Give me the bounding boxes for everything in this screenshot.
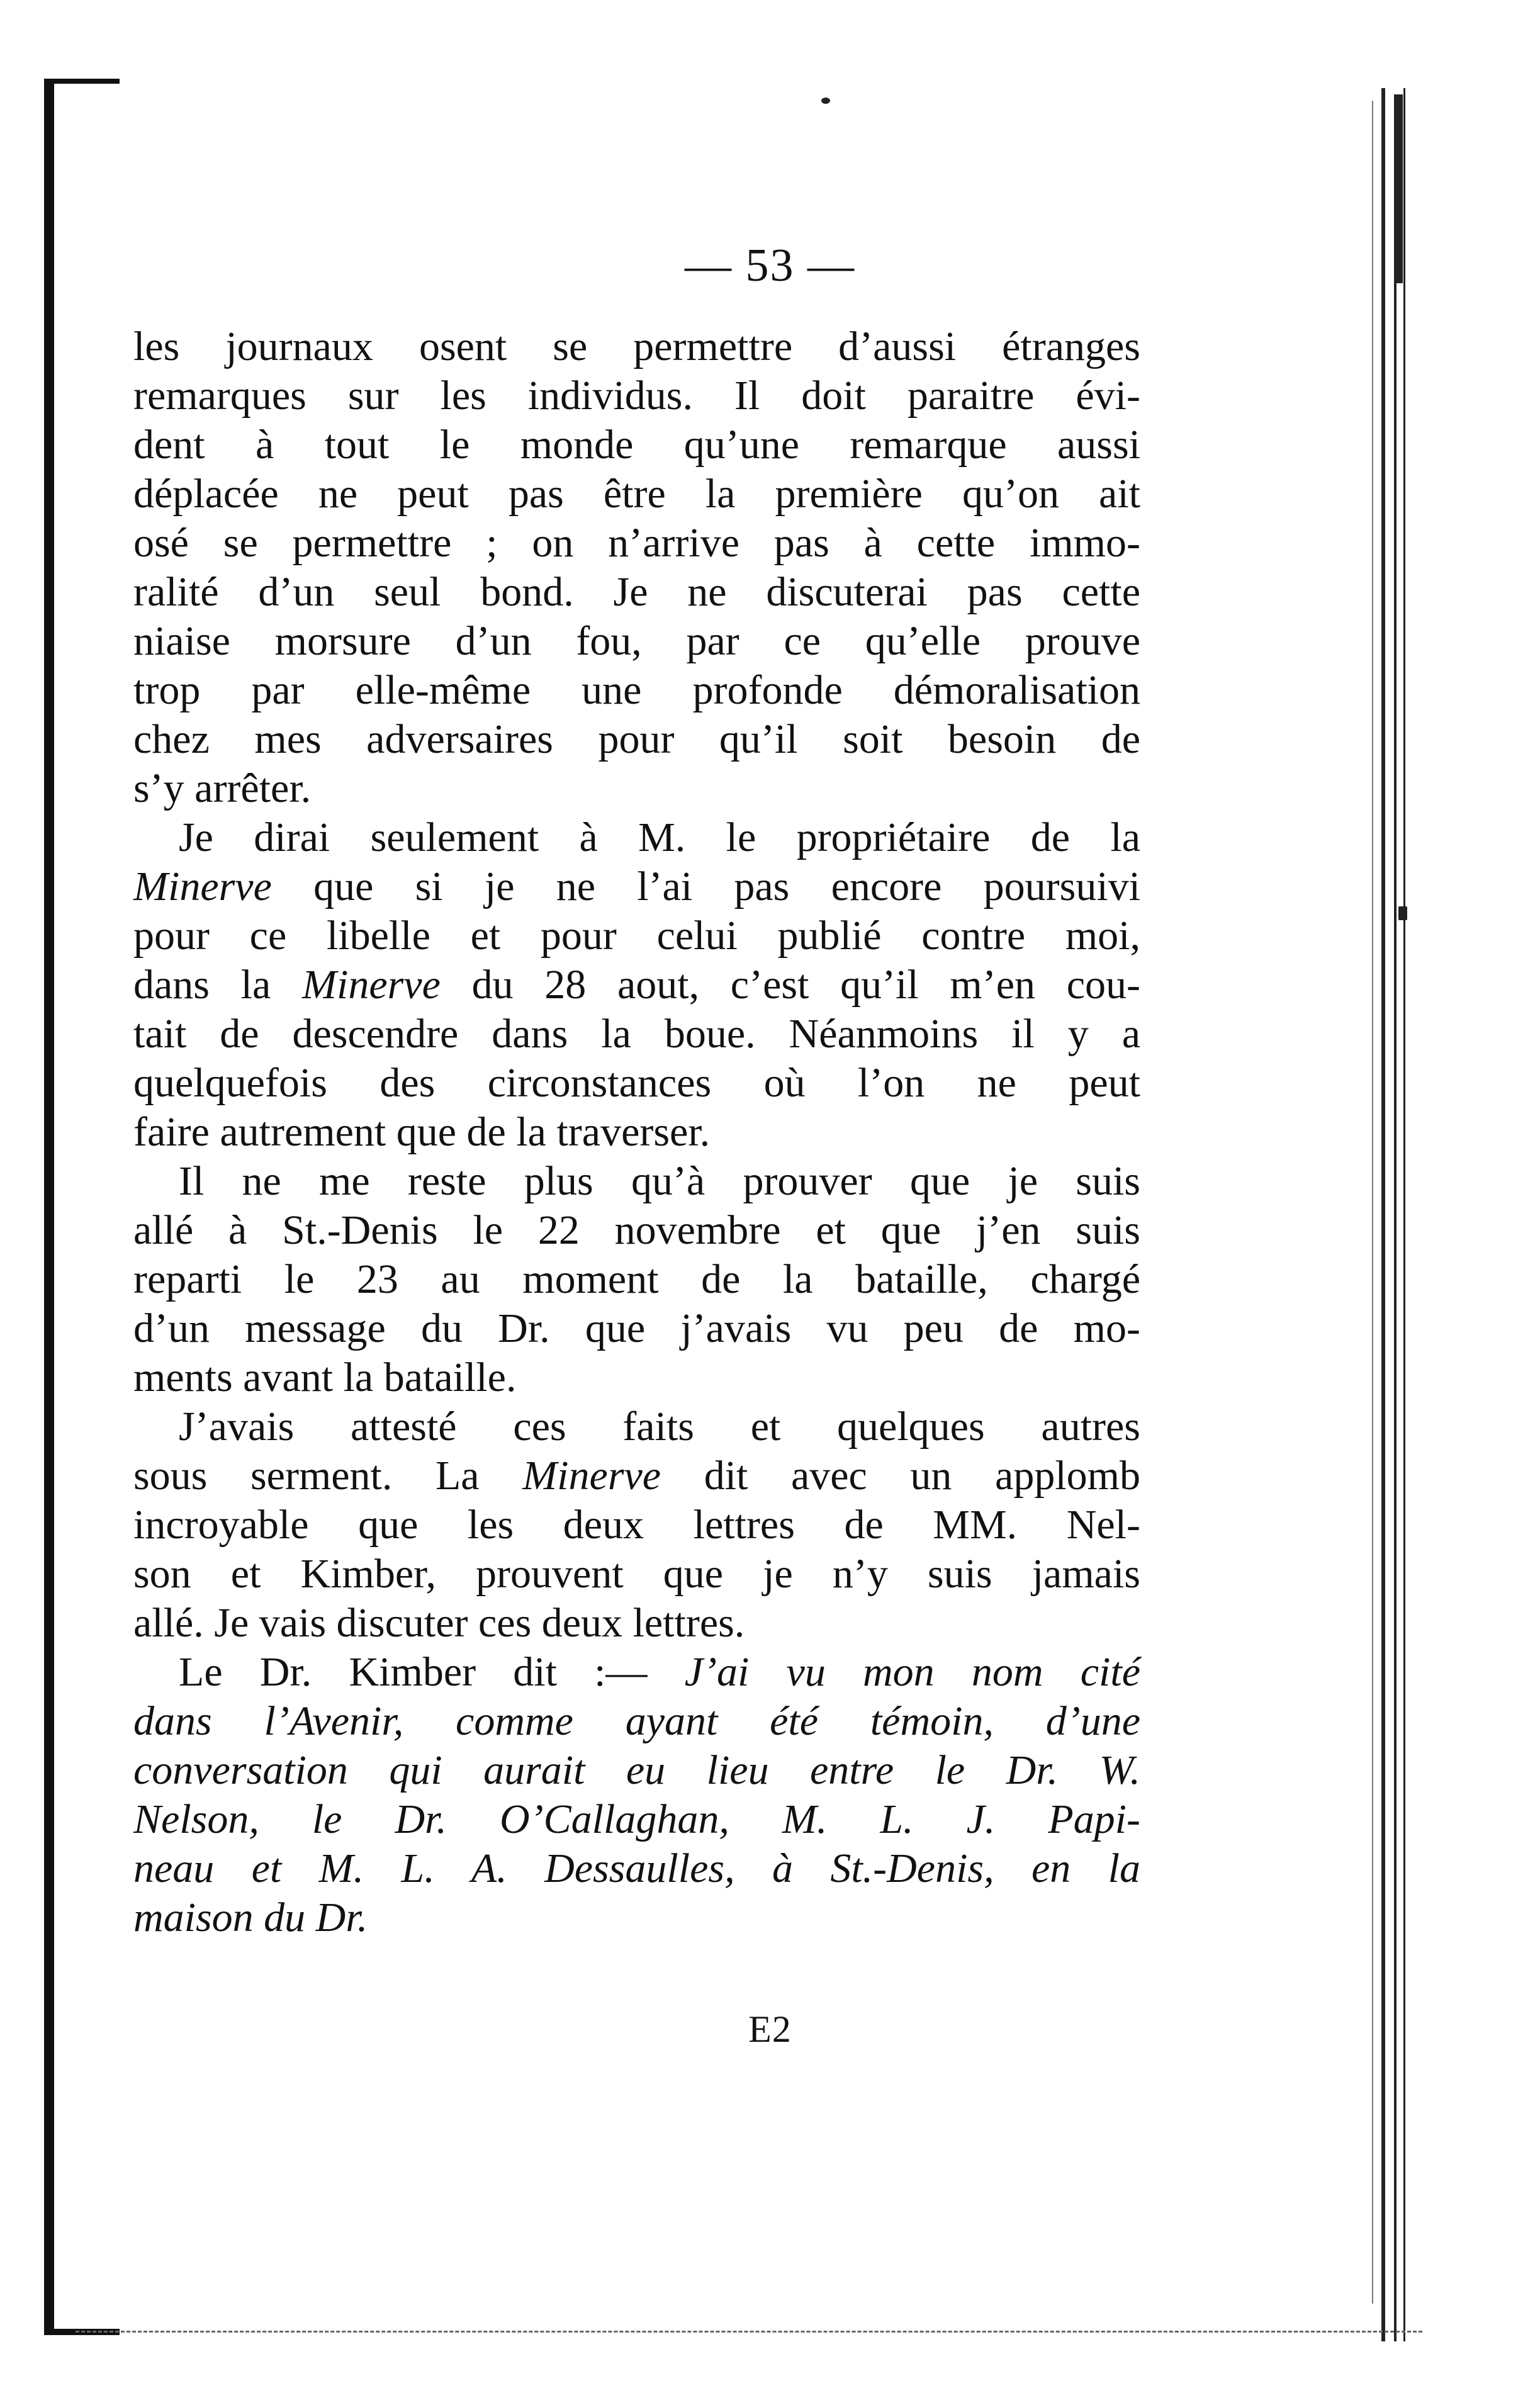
text-line: allé. Je vais discuter ces deux lettres. <box>133 1600 745 1646</box>
page-edge-line <box>1381 88 1385 2341</box>
text-line: les journaux osent se permettre d’aussi étranges <box>133 324 1140 369</box>
text-line: allé à St.-Denis le 22 novembre et que j’en suis <box>133 1207 1140 1253</box>
body-text <box>133 322 1140 1942</box>
page-folio: — 53 — <box>685 240 855 291</box>
bottom-edge-dash <box>76 2331 1422 2333</box>
text-line: remarques sur les individus. Il doit paraitre évi- <box>133 373 1140 419</box>
text-line: Il ne me reste plus qu’à prouver que je suis <box>179 1158 1140 1204</box>
italic-quote: J’ai vu mon nom cité <box>684 1649 1140 1695</box>
binding-edge-cap <box>44 79 120 84</box>
text-line: quelquefois des circonstances où l’on ne peut <box>133 1060 1140 1106</box>
text-line: osé se permettre ; on n’arrive pas à cette immo- <box>133 520 1140 566</box>
page-edge-line <box>1403 88 1405 2341</box>
text-line: Le Dr. Kimber dit :— J’ai vu mon nom cité <box>179 1649 1140 1695</box>
italic-title: Minerve <box>133 864 272 909</box>
text-line: niaise morsure d’un fou, par ce qu’elle prouve <box>133 618 1140 664</box>
ink-speck <box>1398 906 1407 920</box>
ink-speck <box>821 98 830 104</box>
text-line: conversation qui aurait eu lieu entre le Dr. W. <box>133 1747 1140 1793</box>
page-edge-line <box>1372 101 1373 2304</box>
text-line: dans l’Avenir, comme ayant été témoin, d’une <box>133 1698 1140 1744</box>
text-line: tait de descendre dans la boue. Néanmoins il y a <box>133 1011 1140 1057</box>
text-line: pour ce libelle et pour celui publié contre moi, <box>133 913 1140 959</box>
text-line: sous serment. La Minerve dit avec un applomb <box>133 1453 1141 1499</box>
text-line: Je dirai seulement à M. le propriétaire de la <box>179 814 1140 860</box>
italic-title: Minerve <box>522 1453 661 1499</box>
text-line: d’un message du Dr. que j’avais vu peu de mo- <box>133 1305 1140 1351</box>
text-line: s’y arrêter. <box>133 765 312 811</box>
text-line: neau et M. L. A. Dessaulles, à St.-Denis, en la <box>133 1845 1140 1891</box>
text-line: ralité d’un seul bond. Je ne discuterai pas cette <box>133 569 1140 615</box>
text-line: son et Kimber, prouvent que je n’y suis jamais <box>133 1551 1140 1597</box>
text-line: J’avais attesté ces faits et quelques autres <box>179 1404 1140 1450</box>
text-line: ments avant la bataille. <box>133 1354 517 1400</box>
text-line: chez mes adversaires pour qu’il soit besoin de <box>133 716 1140 762</box>
text-line: maison du Dr. <box>133 1895 368 1940</box>
text-line: Nelson, le Dr. O’Callaghan, M. L. J. Papi- <box>133 1796 1140 1842</box>
signature-mark: E2 <box>748 2008 792 2050</box>
binding-edge-rule <box>44 79 54 2335</box>
text-line: trop par elle-même une profonde démoralisation <box>133 667 1140 713</box>
text-line: faire autrement que de la traverser. <box>133 1109 711 1155</box>
text-line: dent à tout le monde qu’une remarque aussi <box>133 422 1140 468</box>
italic-title: Minerve <box>302 962 441 1008</box>
text-line: reparti le 23 au moment de la bataille, chargé <box>133 1256 1140 1302</box>
text-line: incroyable que les deux lettres de MM. Nel- <box>133 1502 1140 1548</box>
text-line: déplacée ne peut pas être la première qu’on ait <box>133 471 1140 517</box>
text-line: Minerve que si je ne l’ai pas encore poursuivi <box>133 864 1140 909</box>
text-line: dans la Minerve du 28 aout, c’est qu’il m’en cou- <box>133 962 1140 1008</box>
